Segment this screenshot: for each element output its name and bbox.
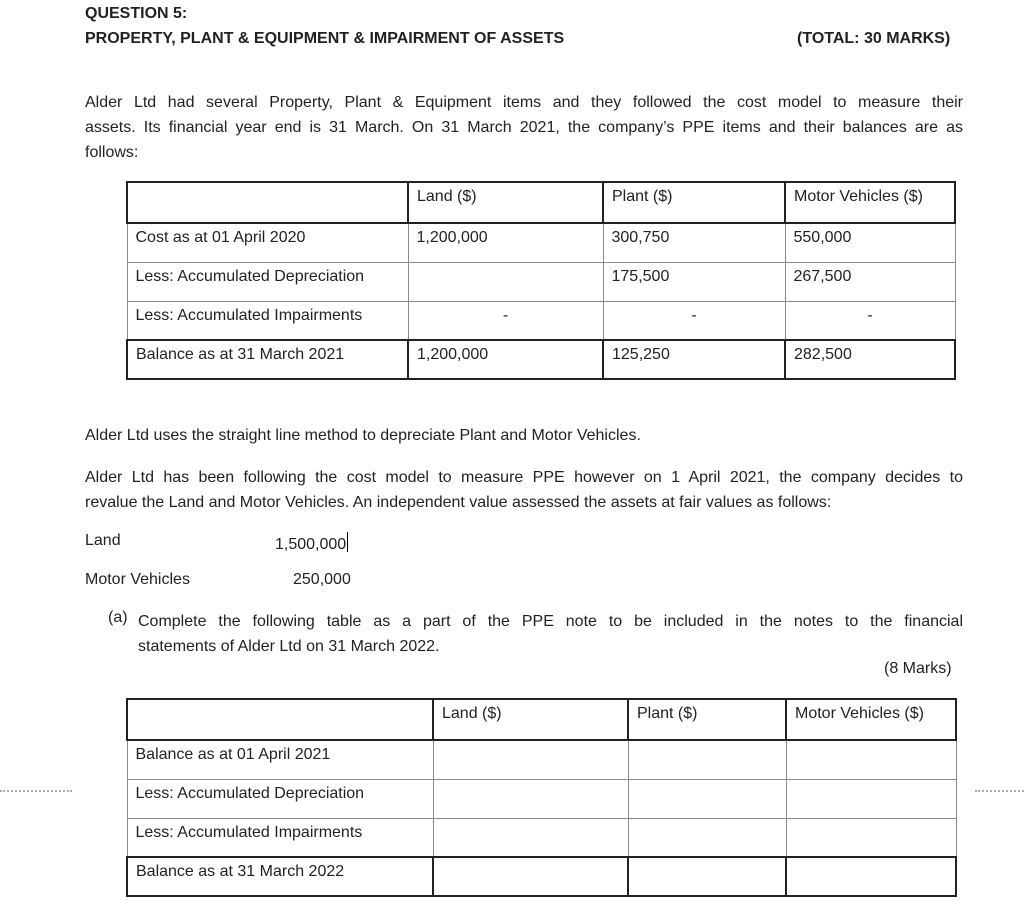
answer-cell-motor-vehicles[interactable] [786, 857, 956, 896]
ppe-note-answer-table [126, 698, 957, 897]
cell-motor-vehicles: 267,500 [785, 262, 955, 301]
table-row [127, 740, 956, 779]
table-row [127, 301, 955, 340]
header-cell-plant: Plant ($) [603, 182, 785, 223]
revaluation-line-2: revalue the Land and Motor Vehicles. An independent value assessed the assets at fair values as follows: [85, 494, 832, 511]
answer-cell-motor-vehicles[interactable] [786, 818, 956, 857]
part-a-line-1: Complete the following table as a part of the PPE note to be included in the notes to the financial [138, 613, 963, 630]
header-cell-motor-vehicles: Motor Vehicles ($) [786, 699, 956, 740]
cell-land: 1,200,000 [408, 340, 603, 379]
fair-value-label-motor-vehicles: Motor Vehicles [85, 571, 190, 588]
answer-cell-land[interactable] [433, 740, 628, 779]
answer-cell-land[interactable] [433, 779, 628, 818]
cell-plant: 300,750 [603, 223, 785, 262]
cell-plant: - [603, 301, 785, 340]
total-marks: (TOTAL: 30 MARKS) [797, 30, 951, 47]
row-label: Cost as at 01 April 2020 [127, 223, 408, 262]
header-cell-land: Land ($) [433, 699, 628, 740]
fair-value-motor-vehicles: 250,000 [293, 571, 351, 588]
fair-value-land [275, 532, 348, 554]
cell-plant: 125,250 [603, 340, 785, 379]
margin-marker-left [0, 790, 72, 792]
cell-motor-vehicles: 550,000 [785, 223, 955, 262]
answer-cell-motor-vehicles[interactable] [786, 740, 956, 779]
answer-cell-plant[interactable] [628, 818, 786, 857]
question-topic: PROPERTY, PLANT & EQUIPMENT & IMPAIRMENT OF ASSETS [85, 30, 565, 47]
table-row [127, 262, 955, 301]
row-label: Less: Accumulated Impairments [127, 301, 408, 340]
intro-line-3: follows: [85, 144, 139, 161]
cell-plant: 175,500 [603, 262, 785, 301]
question-number: QUESTION 5: [85, 5, 188, 22]
intro-line-2: assets. Its financial year end is 31 March. On 31 March 2021, the company’s PPE items and their balances are as [85, 119, 963, 136]
header-cell-motor-vehicles: Motor Vehicles ($) [785, 182, 955, 223]
part-a-text [138, 609, 963, 659]
cell-land: 1,200,000 [408, 223, 603, 262]
table-header-row [127, 699, 956, 740]
row-label: Balance as at 31 March 2021 [127, 340, 408, 379]
intro-line-1: Alder Ltd had several Property, Plant & Equipment items and they followed the cost model to measure their [85, 94, 963, 111]
part-a-line-2: statements of Alder Ltd on 31 March 2022. [138, 638, 440, 655]
answer-cell-motor-vehicles[interactable] [786, 779, 956, 818]
row-label: Balance as at 01 April 2021 [127, 740, 433, 779]
cell-motor-vehicles: 282,500 [785, 340, 955, 379]
depreciation-method-text: Alder Ltd uses the straight line method to depreciate Plant and Motor Vehicles. [85, 427, 641, 444]
cell-land: - [408, 301, 603, 340]
row-label: Less: Accumulated Depreciation [127, 262, 408, 301]
table-row [127, 223, 955, 262]
cell-motor-vehicles: - [785, 301, 955, 340]
revaluation-paragraph [85, 465, 963, 515]
table-row [127, 779, 956, 818]
ppe-balances-table [126, 181, 956, 380]
header-cell-plant: Plant ($) [628, 699, 786, 740]
margin-marker-right [975, 790, 1024, 792]
fair-value-label-land: Land [85, 532, 121, 549]
cell-land [408, 262, 603, 301]
text-cursor [347, 532, 348, 552]
answer-cell-plant[interactable] [628, 779, 786, 818]
row-label: Balance as at 31 March 2022 [127, 857, 433, 896]
answer-cell-land[interactable] [433, 818, 628, 857]
revaluation-line-1: Alder Ltd has been following the cost model to measure PPE however on 1 April 2021, the company decides to [85, 469, 963, 486]
answer-cell-land[interactable] [433, 857, 628, 896]
header-cell [127, 699, 433, 740]
table-row [127, 818, 956, 857]
header-cell [127, 182, 408, 223]
intro-paragraph [85, 90, 963, 165]
row-label: Less: Accumulated Impairments [127, 818, 433, 857]
table-row [127, 340, 955, 379]
answer-cell-plant[interactable] [628, 857, 786, 896]
table-row [127, 857, 956, 896]
header-cell-land: Land ($) [408, 182, 603, 223]
fair-value-land-text: 1,500,000 [275, 536, 347, 553]
row-label: Less: Accumulated Depreciation [127, 779, 433, 818]
part-a-label: (a) [108, 609, 128, 626]
table-header-row [127, 182, 955, 223]
answer-cell-plant[interactable] [628, 740, 786, 779]
part-a-marks: (8 Marks) [884, 660, 952, 677]
